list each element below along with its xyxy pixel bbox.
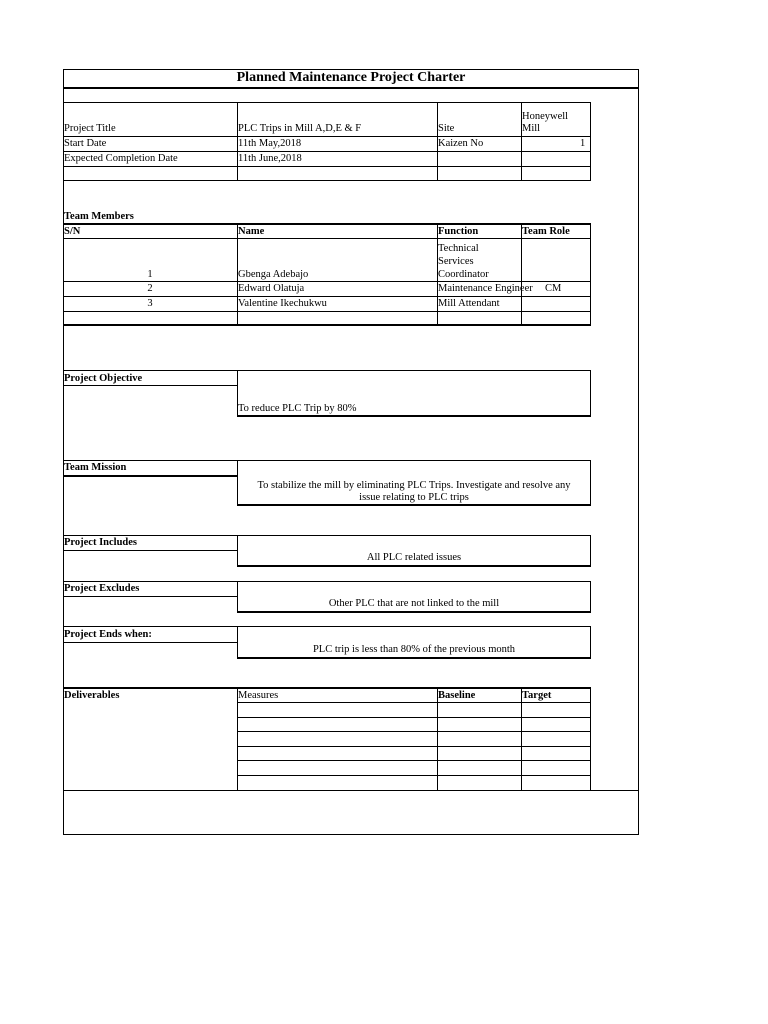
- team-row-1-function-line1: Technical: [438, 243, 479, 254]
- ends-label: Project Ends when:: [64, 629, 152, 640]
- start-date-label: Start Date: [64, 138, 107, 149]
- mission-text-line1: To stabilize the mill by eliminating PLC Trips. Investigate and resolve any: [257, 480, 571, 491]
- team-row-2-name: Edward Olatuja: [238, 283, 305, 294]
- team-row-3-sn: 3: [147, 298, 153, 309]
- includes-text: All PLC related issues: [366, 552, 462, 563]
- team-row-3-function: Mill Attendant: [438, 298, 500, 309]
- site-value-line2: Mill: [522, 123, 541, 134]
- kaizen-value: 1: [580, 138, 586, 149]
- baseline-header: Baseline: [438, 690, 476, 701]
- team-row-3-name: Valentine Ikechukwu: [238, 298, 327, 309]
- deliverables-header: Deliverables: [64, 690, 120, 701]
- team-header-function: Function: [438, 226, 479, 237]
- team-row-2-role: CM: [545, 283, 562, 294]
- project-title-label: Project Title: [64, 123, 116, 134]
- ends-text: PLC trip is less than 80% of the previous month: [312, 644, 516, 655]
- kaizen-label: Kaizen No: [438, 138, 484, 149]
- target-header: Target: [522, 690, 552, 701]
- mission-label: Team Mission: [64, 462, 127, 473]
- team-members-heading: Team Members: [64, 211, 134, 222]
- objective-label: Project Objective: [64, 373, 143, 384]
- team-row-1-sn: 1: [147, 269, 153, 280]
- completion-date-label: Expected Completion Date: [64, 153, 178, 164]
- team-row-1-name: Gbenga Adebajo: [238, 269, 309, 280]
- team-row-2-sn: 2: [147, 283, 153, 294]
- mission-text-line2: issue relating to PLC trips: [359, 492, 469, 503]
- includes-label: Project Includes: [64, 537, 138, 548]
- objective-text: To reduce PLC Trip by 80%: [238, 403, 357, 414]
- team-row-1-function-line2: Services: [438, 256, 474, 267]
- team-header-name: Name: [238, 226, 265, 237]
- excludes-text: Other PLC that are not linked to the mill: [328, 598, 500, 609]
- page-title: Planned Maintenance Project Charter: [236, 70, 466, 85]
- start-date-value: 11th May,2018: [238, 138, 302, 149]
- team-row-2-function: Maintenance Engineer: [438, 283, 533, 294]
- team-header-sn: S/N: [64, 226, 81, 237]
- team-header-role: Team Role: [522, 226, 570, 237]
- site-label: Site: [438, 123, 455, 134]
- completion-date-value: 11th June,2018: [238, 153, 302, 164]
- measures-header: Measures: [238, 690, 279, 701]
- excludes-label: Project Excludes: [64, 583, 140, 594]
- team-row-1-function-line3: Coordinator: [438, 269, 489, 280]
- site-value-line1: Honeywell: [522, 111, 569, 122]
- project-title-value: PLC Trips in Mill A,D,E & F: [238, 123, 362, 134]
